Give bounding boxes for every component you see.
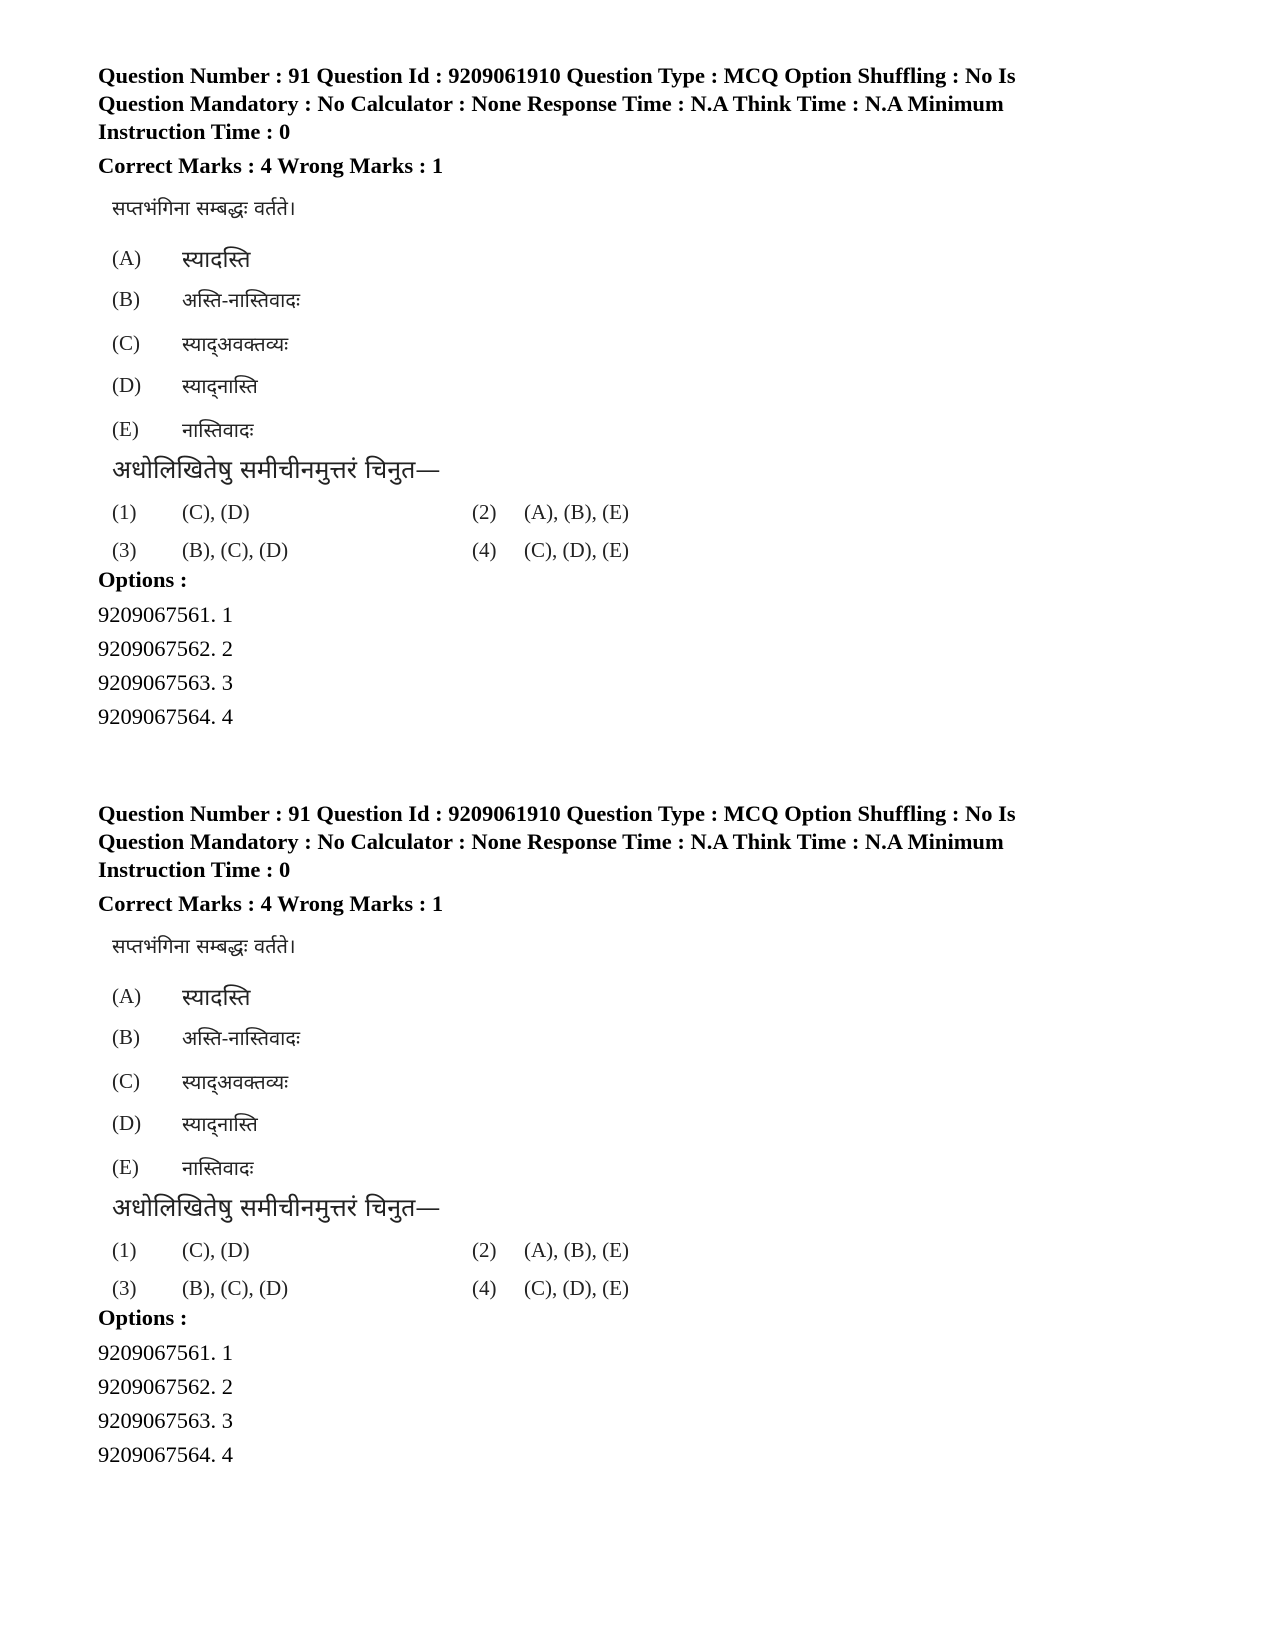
options-list [98, 1336, 1178, 1472]
choice-text: (B), (C), (D) [182, 1276, 289, 1300]
statement-e [112, 416, 254, 443]
choice-text: (B), (C), (D) [182, 538, 289, 562]
meta-line: Question Number : 91 Question Id : 9209061910 Question Type : MCQ Option Shuffling : No Is [98, 63, 1016, 88]
statement-e [112, 1154, 254, 1181]
answer-choice-4 [472, 1276, 629, 1301]
statement-d [112, 372, 258, 399]
answer-choice-3 [112, 538, 288, 563]
choice-number: (4) [472, 1276, 497, 1300]
answer-choice-1 [112, 1238, 250, 1263]
question-instruction: अधोलिखितेषु समीचीनमुत्तरं चिनुत— [112, 1193, 441, 1222]
question-body [112, 190, 672, 562]
statement-text: अस्ति-नास्तिवादः [182, 1026, 300, 1050]
question-block [98, 62, 1178, 734]
option-item: 9209067561. 1 [98, 602, 233, 627]
statement-b [112, 1024, 300, 1051]
meta-line: Instruction Time : 0 [98, 119, 291, 144]
statement-label: (A) [112, 245, 142, 270]
statement-a [112, 242, 250, 274]
question-stem: सप्तभंगिना सम्बद्धः वर्तते। [112, 196, 296, 220]
meta-line: Question Mandatory : No Calculator : None Response Time : N.A Think Time : N.A Minimum [98, 91, 1004, 116]
option-item: 9209067563. 3 [98, 670, 233, 695]
meta-line: Instruction Time : 0 [98, 857, 291, 882]
option-item: 9209067564. 4 [98, 704, 233, 729]
marks-line: Correct Marks : 4 Wrong Marks : 1 [98, 153, 444, 178]
answer-choice-1 [112, 500, 250, 525]
statement-text: अस्ति-नास्तिवादः [182, 288, 300, 312]
statement-text: स्याद्नास्ति [182, 1112, 258, 1136]
statement-text: स्याद्अवक्तव्यः [182, 1070, 289, 1094]
option-item: 9209067562. 2 [98, 1374, 233, 1399]
statement-b [112, 286, 300, 313]
answer-choice-2 [472, 1238, 629, 1263]
statement-text: स्यादस्ति [182, 985, 251, 1011]
meta-line: Question Number : 91 Question Id : 9209061910 Question Type : MCQ Option Shuffling : No Is [98, 801, 1016, 826]
statement-label: (E) [112, 1155, 139, 1179]
choice-text: (A), (B), (E) [524, 1238, 629, 1262]
choice-text: (C), (D), (E) [524, 538, 629, 562]
option-item: 9209067562. 2 [98, 636, 233, 661]
marks-line: Correct Marks : 4 Wrong Marks : 1 [98, 891, 444, 916]
answer-choice-3 [112, 1276, 288, 1301]
option-item: 9209067561. 1 [98, 1340, 233, 1365]
statement-c [112, 1068, 288, 1095]
question-meta [98, 800, 1178, 884]
statement-text: स्याद्अवक्तव्यः [182, 332, 289, 356]
statement-d [112, 1110, 258, 1137]
statement-text: स्याद्नास्ति [182, 374, 258, 398]
meta-line: Question Mandatory : No Calculator : None Response Time : N.A Think Time : N.A Minimum [98, 829, 1004, 854]
question-stem: सप्तभंगिना सम्बद्धः वर्तते। [112, 934, 296, 958]
statement-label: (A) [112, 983, 142, 1008]
question-meta [98, 62, 1178, 146]
statement-text: नास्तिवादः [182, 418, 254, 442]
choice-number: (4) [472, 538, 497, 562]
question-instruction: अधोलिखितेषु समीचीनमुत्तरं चिनुत— [112, 455, 441, 484]
statement-label: (E) [112, 417, 139, 441]
statement-label: (C) [112, 1069, 140, 1093]
choice-text: (C), (D) [182, 1238, 250, 1262]
statement-text: नास्तिवादः [182, 1156, 254, 1180]
choice-number: (2) [472, 500, 497, 524]
choice-number: (3) [112, 538, 137, 562]
answer-choice-4 [472, 538, 629, 563]
choice-text: (C), (D), (E) [524, 1276, 629, 1300]
statement-label: (C) [112, 331, 140, 355]
statement-text: स्यादस्ति [182, 247, 251, 273]
answer-choice-2 [472, 500, 629, 525]
question-body [112, 928, 672, 1300]
options-heading: Options : [98, 1305, 188, 1330]
choice-number: (1) [112, 500, 137, 524]
statement-label: (D) [112, 373, 142, 397]
statement-label: (B) [112, 287, 140, 311]
choice-number: (3) [112, 1276, 137, 1300]
choice-text: (A), (B), (E) [524, 500, 629, 524]
statement-label: (B) [112, 1025, 140, 1049]
question-block [98, 800, 1178, 1472]
choice-number: (1) [112, 1238, 137, 1262]
options-list [98, 598, 1178, 734]
statement-label: (D) [112, 1111, 142, 1135]
choice-text: (C), (D) [182, 500, 250, 524]
statement-a [112, 980, 250, 1012]
choice-number: (2) [472, 1238, 497, 1262]
options-heading: Options : [98, 567, 188, 592]
statement-c [112, 330, 288, 357]
option-item: 9209067563. 3 [98, 1408, 233, 1433]
option-item: 9209067564. 4 [98, 1442, 233, 1467]
